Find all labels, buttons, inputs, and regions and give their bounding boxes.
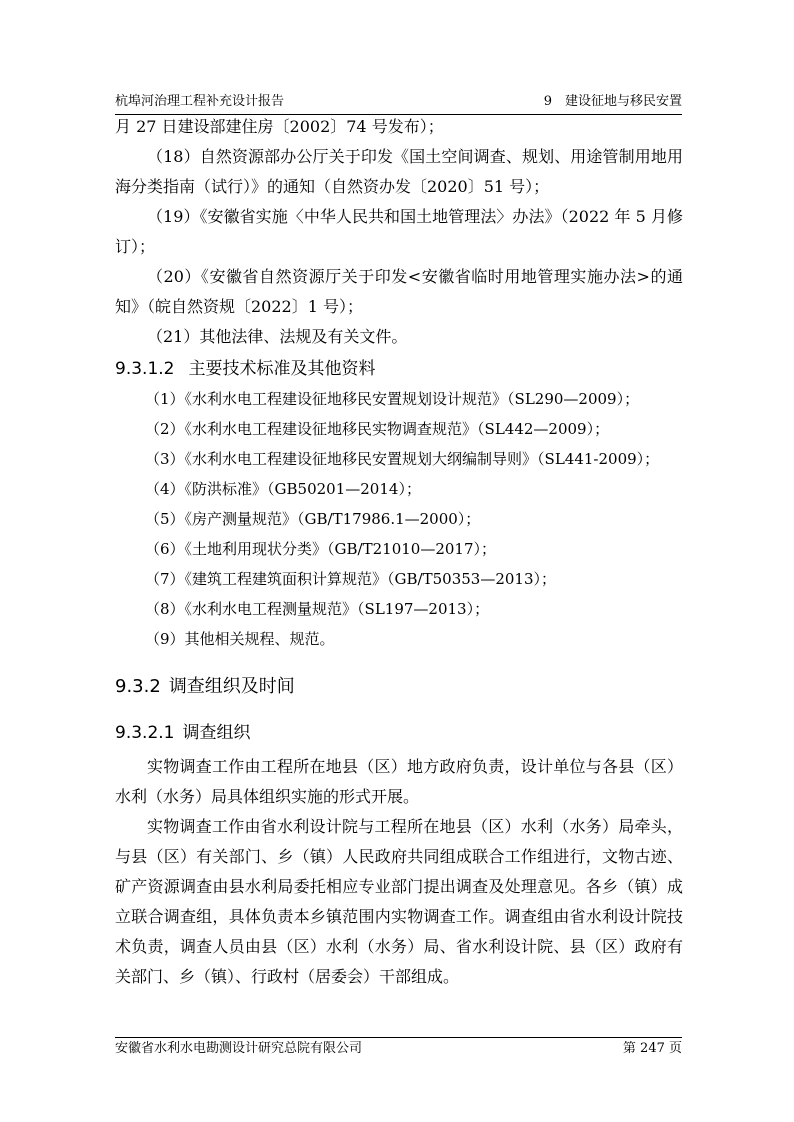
reference-item-21: （21）其他法律、法规及有关文件。 — [147, 327, 408, 346]
reference-item-18: （18）自然资源部办公厅关于印发《国土空间调查、规划、用途管制用地用海分类指南（试行）》的通知（自然资办发〔2020〕51 号）； — [115, 147, 683, 196]
report-title: 杭埠河治理工程补充设计报告 — [115, 94, 285, 109]
section-heading-9-3-2-1 — [115, 718, 683, 748]
standard-item: （6）《土地利用现状分类》（GB/T21010—2017）； — [145, 540, 497, 558]
body-paragraph: 实物调查工作由工程所在地县（区）地方政府负责，设计单位与各县（区）水利（水务）局具体组织实施的形式开展。 — [115, 757, 683, 806]
standard-item: （7）《建筑工程建筑面积计算规范》（GB/T50353—2013）； — [145, 570, 557, 588]
body-paragraph: 实物调查工作由省水利设计院与工程所在地县（区）水利（水务）局牵头，与县（区）有关部门、乡（镇）人民政府共同组成联合工作组进行，文物古迹、矿产资源调查由县水利局委托相应专业部门提出调查及处理意见。各乡（镇）成立联合调查组，具体负责本乡镇范围内实物调查工作。调查组由省水利设计院技术负责，调查人员由县（区）水利（水务）局、省水利设计院、县（区）政府有关部门、乡（镇）、行政村（居委会）干部组成。 — [115, 817, 683, 986]
section-title: 主要技术标准及其他资料 — [188, 359, 376, 379]
standard-item: （8）《水利水电工程测量规范》（SL197—2013）； — [145, 600, 490, 618]
section-number: 9.3.2.1 — [115, 723, 175, 743]
standard-item: （2）《水利水电工程建设征地移民实物调查规范》（SL442—2009）； — [145, 420, 610, 438]
section-heading-9-3-2 — [115, 672, 683, 702]
reference-item-19: （19）《安徽省实施〈中华人民共和国土地管理法〉办法》（2022 年 5 月修订）； — [115, 207, 683, 256]
standard-item: （1）《水利水电工程建设征地移民安置规划设计规范》（SL290—2009）； — [145, 390, 640, 408]
page-body — [115, 112, 683, 992]
continued-paragraph: 月 27 日建设部建住房〔2002〕74 号发布）； — [115, 117, 444, 136]
page-number: 第 247 页 — [622, 1041, 682, 1056]
reference-item-20: （20）《安徽省自然资源厅关于印发<安徽省临时用地管理实施办法>的通知》（皖自然资规〔2022〕1 号）； — [115, 267, 683, 316]
standard-item: （9）其他相关规程、规范。 — [145, 630, 335, 648]
standard-item: （3）《水利水电工程建设征地移民安置规划大纲编制导则》（SL441-2009）； — [145, 450, 660, 468]
section-title: 调查组织及时间 — [168, 676, 295, 697]
page-footer — [115, 1037, 682, 1060]
section-number: 9.3.1.2 — [115, 359, 175, 379]
standards-list — [115, 384, 683, 654]
standard-item: （4）《防洪标准》（GB50201—2014）； — [145, 480, 421, 498]
section-title: 调查组织 — [182, 723, 251, 743]
company-name: 安徽省水利水电勘测设计研究总院有限公司 — [115, 1041, 363, 1056]
section-number: 9.3.2 — [115, 676, 161, 697]
standard-item: （5）《房产测量规范》（GB/T17986.1—2000）； — [145, 510, 481, 528]
section-heading-9-3-1-2 — [115, 354, 683, 384]
chapter-title: 9 建设征地与移民安置 — [543, 94, 682, 109]
